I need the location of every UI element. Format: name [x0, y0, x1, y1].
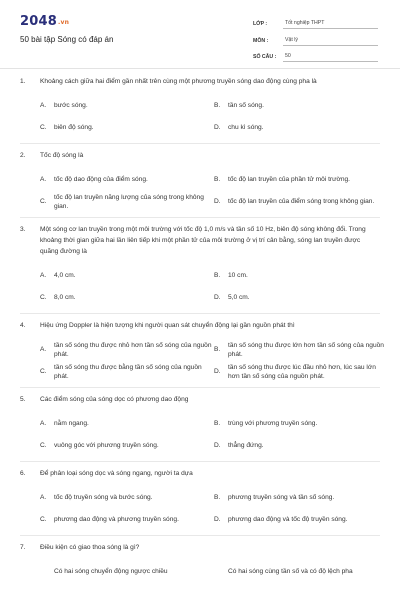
question-2 — [0, 150, 400, 218]
answer-letter: A. — [40, 346, 47, 354]
answer-option-b[interactable] — [214, 561, 386, 583]
answer-text: thẳng đứng. — [228, 442, 264, 450]
answer-options — [20, 413, 380, 457]
answer-option-d[interactable] — [214, 191, 386, 213]
answer-option-b[interactable] — [214, 413, 386, 435]
answer-letter: D. — [214, 198, 221, 206]
answer-option-b[interactable] — [214, 487, 386, 509]
question-number: 4. — [20, 322, 26, 329]
answer-option-d[interactable] — [214, 117, 386, 139]
question-6 — [0, 468, 400, 536]
answer-letter: A. — [40, 420, 47, 428]
answer-option-d[interactable] — [214, 361, 386, 383]
answer-option-a[interactable] — [40, 169, 212, 191]
answer-letter: A. — [40, 176, 47, 184]
answer-option-a[interactable] — [40, 265, 212, 287]
answer-letter: A. — [40, 102, 47, 110]
answer-letter: D. — [214, 294, 221, 302]
answer-option-c[interactable] — [40, 361, 212, 383]
answer-options — [20, 339, 384, 383]
answer-option-c[interactable] — [40, 509, 212, 531]
answer-text: tốc độ lan truyền năng lượng của sóng trong không gian. — [54, 193, 204, 210]
answer-option-b[interactable] — [214, 339, 386, 361]
question-text: Hiệu ứng Doppler là hiện tượng khi người quan sát chuyển động lại gần nguồn phát thì — [40, 322, 295, 329]
question-number: 3. — [20, 226, 26, 233]
answer-text: tần số sóng thu được nhỏ hơn tần số sóng của nguồn phát. — [54, 341, 212, 358]
answer-letter: C. — [40, 198, 47, 206]
answer-letter: C. — [40, 124, 47, 132]
answer-text: Có hai sóng cùng tần số và có độ lệch pha — [228, 568, 353, 576]
answer-text: 5,0 cm. — [228, 294, 250, 302]
question-text: Một sóng cơ lan truyền trong một môi trường với tốc độ 1,0 m/s và tần số 10 Hz, biên độ sóng không đổi. Trong khoảng thời gian giữa hai lần liên tiếp khi một phần tử của môi trường ở vị trí cân bằng, sóng lan truyền được quãng đường là — [40, 226, 366, 255]
answer-letter: D. — [214, 368, 221, 376]
answer-text: chu kì sóng. — [228, 124, 264, 132]
meta-row-class — [253, 14, 378, 29]
answer-letter: B. — [214, 420, 221, 428]
answer-text: tần số sóng thu được lúc đầu nhỏ hơn, lúc sau lớn hơn tần số sóng của nguồn phát. — [228, 363, 376, 380]
answer-letter: C. — [40, 516, 47, 524]
question-number: 2. — [20, 152, 26, 159]
answer-options — [20, 265, 380, 309]
answer-text: nằm ngang. — [54, 420, 89, 428]
header-divider — [0, 68, 400, 69]
answer-letter: B. — [214, 346, 221, 354]
answer-letter: B. — [214, 494, 221, 502]
meta-value: Tốt nghiệp THPT — [283, 17, 378, 29]
answer-letter: D. — [214, 442, 221, 450]
question-text: Tốc độ sóng là — [40, 152, 84, 159]
document-header — [0, 0, 400, 72]
answer-option-b[interactable] — [214, 265, 386, 287]
answer-option-c[interactable] — [40, 191, 212, 213]
meta-value: 50 — [283, 50, 378, 62]
answer-text: phương dao động và tốc độ truyền sóng. — [228, 516, 348, 524]
answer-option-a[interactable] — [40, 95, 212, 117]
meta-row-count — [253, 47, 378, 62]
answer-letter: D. — [214, 124, 221, 132]
answer-letter: B. — [214, 176, 221, 184]
answer-text: Có hai sóng chuyển động ngược chiều — [54, 568, 168, 576]
question-5 — [0, 394, 400, 462]
question-text: Các điểm sóng của sóng dọc có phương dao động — [40, 396, 189, 403]
answer-text: 4,0 cm. — [54, 272, 76, 280]
question-text: Khoảng cách giữa hai điểm gần nhất trên cùng một phương truyền sóng dao động cùng pha là — [40, 78, 317, 85]
answer-option-c[interactable] — [40, 435, 212, 457]
meta-label: SỐ CÂU : — [253, 54, 277, 60]
answer-text: tốc độ lan truyền của điểm sóng trong không gian. — [228, 198, 375, 206]
site-logo[interactable] — [20, 14, 69, 29]
answer-letter: C. — [40, 294, 47, 302]
question-number: 7. — [20, 544, 26, 551]
answer-option-b[interactable] — [214, 95, 386, 117]
answer-letter: C. — [40, 442, 47, 450]
meta-value: Vật lý — [283, 34, 378, 46]
answer-option-d[interactable] — [214, 509, 386, 531]
answer-text: phương truyền sóng và tần số sóng. — [228, 494, 335, 502]
question-divider — [20, 387, 380, 388]
answer-option-a[interactable] — [40, 339, 212, 361]
question-divider — [20, 535, 380, 536]
answer-text: tốc độ dao động của điểm sóng. — [54, 176, 148, 184]
question-1 — [0, 76, 400, 144]
answer-letter: A. — [40, 494, 47, 502]
meta-label: MÔN : — [253, 37, 269, 44]
answer-text: 10 cm. — [228, 272, 248, 280]
question-text: Để phân loại sóng dọc và sóng ngang, người ta dựa — [40, 470, 193, 477]
question-4 — [0, 320, 400, 388]
document-title: 50 bài tập Sóng có đáp án — [20, 35, 114, 44]
question-3 — [0, 224, 400, 314]
question-text: Điều kiện có giao thoa sóng là gì? — [40, 544, 140, 551]
answer-option-a[interactable] — [40, 413, 212, 435]
question-divider — [20, 217, 380, 218]
answer-letter: B. — [214, 272, 221, 280]
answer-text: tốc độ lan truyền của phần tử môi trường. — [228, 176, 351, 184]
answer-text: biên độ sóng. — [54, 124, 94, 132]
question-number: 1. — [20, 78, 26, 85]
answer-text: tốc độ truyền sóng và bước sóng. — [54, 494, 153, 502]
answer-text: tần số sóng thu được bằng tần số sóng của nguồn phát. — [54, 363, 202, 380]
answer-option-c[interactable] — [40, 117, 212, 139]
document-meta — [253, 14, 378, 64]
answer-option-a[interactable] — [40, 561, 212, 583]
question-divider — [20, 143, 380, 144]
answer-options — [20, 95, 380, 139]
answer-options — [20, 169, 380, 213]
question-list — [0, 76, 400, 583]
answer-option-a[interactable] — [40, 487, 212, 509]
question-divider — [20, 461, 380, 462]
answer-option-d[interactable] — [214, 435, 386, 457]
answer-text: vuông góc với phương truyền sóng. — [54, 442, 159, 450]
logo-text: 2048 — [20, 14, 57, 29]
answer-text: phương dao động và phương truyền sóng. — [54, 516, 179, 524]
answer-option-c[interactable] — [40, 287, 212, 309]
answer-letter: B. — [214, 102, 221, 110]
question-divider — [20, 313, 380, 314]
answer-letter: D. — [214, 516, 221, 524]
meta-label: LỚP : — [253, 21, 268, 27]
answer-letter: A. — [40, 272, 47, 280]
answer-option-d[interactable] — [214, 287, 386, 309]
question-7 — [0, 542, 400, 583]
meta-row-subject — [253, 31, 378, 46]
answer-option-b[interactable] — [214, 169, 386, 191]
answer-options — [20, 487, 380, 531]
question-number: 6. — [20, 470, 26, 477]
answer-text: 8,0 cm. — [54, 294, 76, 302]
logo-suffix: .vn — [57, 19, 70, 26]
answer-text: trùng với phương truyền sóng. — [228, 420, 318, 428]
answer-options — [20, 561, 380, 583]
answer-text: bước sóng. — [54, 102, 88, 110]
answer-letter: C. — [40, 368, 47, 376]
question-number: 5. — [20, 396, 26, 403]
answer-text: tần số sóng. — [228, 102, 264, 110]
answer-text: tần số sóng thu được lớn hơn tần số sóng của nguồn phát. — [228, 341, 384, 358]
